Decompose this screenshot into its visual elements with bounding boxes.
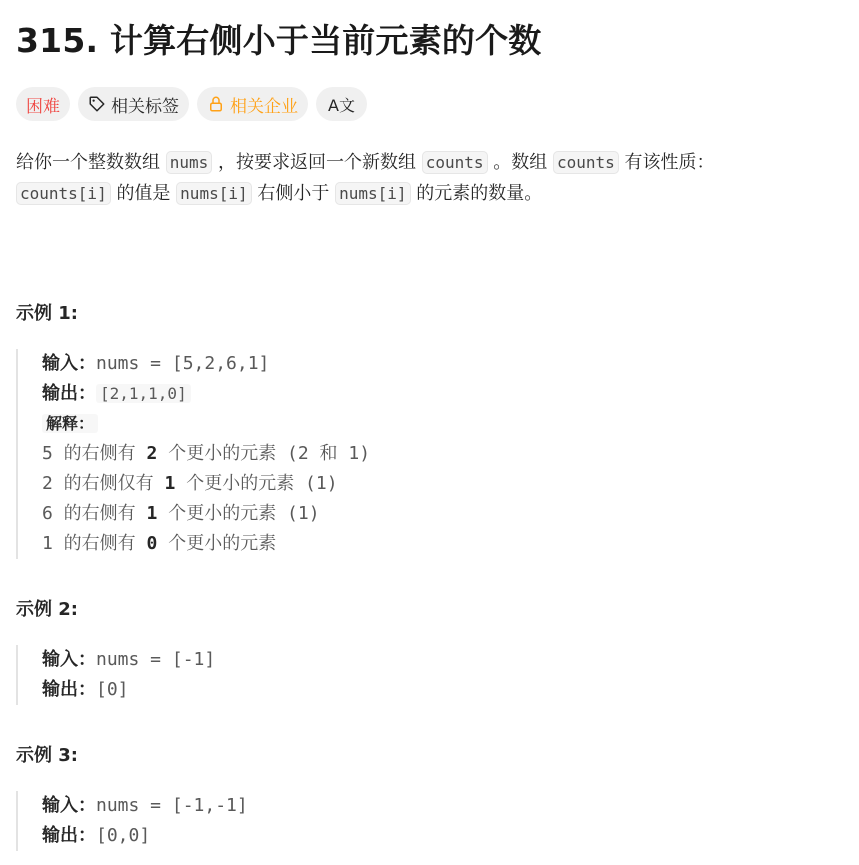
desc-text: 有该性质： bbox=[624, 152, 715, 173]
input-label: 输入： bbox=[42, 795, 96, 816]
code-counts: counts bbox=[422, 151, 488, 174]
input-value: nums = [-1] bbox=[96, 649, 216, 670]
related-companies-label: 相关企业 bbox=[230, 96, 298, 117]
desc-text: 。数组 bbox=[493, 152, 548, 173]
related-topics-label: 相关标签 bbox=[111, 96, 179, 117]
example-3-title: 示例 3: bbox=[16, 745, 78, 766]
explanation-count: 0 bbox=[146, 533, 158, 554]
example-2-block bbox=[16, 645, 843, 705]
code-counts-i: counts[i] bbox=[16, 182, 111, 205]
example-input-line bbox=[42, 791, 843, 821]
explanation-line bbox=[42, 499, 843, 529]
explanation-text: 2 的右侧仅有 bbox=[42, 473, 165, 494]
problem-title[interactable]: 315. 计算右侧小于当前元素的个数 bbox=[16, 21, 542, 60]
explanation-text: 个更小的元素 (1) bbox=[157, 503, 320, 524]
explanation-count: 1 bbox=[164, 473, 176, 494]
difficulty-label: 困难 bbox=[26, 96, 60, 117]
explanation-text: 1 的右侧有 bbox=[42, 533, 147, 554]
example-1-block bbox=[16, 349, 843, 559]
translate-button[interactable] bbox=[316, 87, 367, 121]
explanation-line bbox=[42, 439, 843, 469]
output-value: [2,1,1,0] bbox=[96, 384, 191, 403]
desc-text: 给你一个整数数组 bbox=[16, 152, 160, 173]
explanation-text: 6 的右侧有 bbox=[42, 503, 147, 524]
output-value: [0,0] bbox=[96, 825, 151, 846]
explanation-count: 2 bbox=[146, 443, 158, 464]
example-1-title: 示例 1: bbox=[16, 303, 78, 324]
input-label: 输入： bbox=[42, 353, 96, 374]
desc-text: 的值是 bbox=[116, 183, 171, 204]
lock-icon bbox=[207, 95, 225, 113]
input-label: 输入： bbox=[42, 649, 96, 670]
tag-icon bbox=[88, 95, 106, 113]
example-explanation-label-line bbox=[42, 409, 843, 439]
related-companies-button[interactable] bbox=[197, 87, 308, 121]
output-label: 输出： bbox=[42, 679, 96, 700]
explanation-label: 解释： bbox=[42, 414, 98, 433]
code-nums-i: nums[i] bbox=[176, 182, 251, 205]
desc-text: ，按要求返回一个新数组 bbox=[218, 152, 416, 173]
example-output-line bbox=[42, 675, 843, 705]
example-2-title: 示例 2: bbox=[16, 599, 78, 620]
input-value: nums = [5,2,6,1] bbox=[96, 353, 270, 374]
desc-text: 右侧小于 bbox=[257, 183, 330, 204]
explanation-count: 1 bbox=[146, 503, 158, 524]
explanation-line bbox=[42, 469, 843, 499]
code-counts: counts bbox=[553, 151, 619, 174]
example-3-block bbox=[16, 791, 843, 851]
output-label: 输出： bbox=[42, 383, 96, 404]
difficulty-badge[interactable] bbox=[16, 87, 70, 121]
explanation-line bbox=[42, 529, 843, 559]
input-value: nums = [-1,-1] bbox=[96, 795, 248, 816]
output-label: 输出： bbox=[42, 825, 96, 846]
explanation-text: 个更小的元素 (1) bbox=[175, 473, 338, 494]
desc-text: 的元素的数量。 bbox=[416, 183, 543, 204]
explanation-text: 5 的右侧有 bbox=[42, 443, 147, 464]
explanation-text: 个更小的元素 (2 和 1) bbox=[157, 443, 371, 464]
code-nums-i: nums[i] bbox=[335, 182, 410, 205]
example-output-line bbox=[42, 821, 843, 851]
example-output-line bbox=[42, 379, 843, 409]
tag-bar bbox=[16, 87, 843, 121]
translate-icon: A文 bbox=[328, 95, 355, 115]
related-topics-button[interactable] bbox=[78, 87, 189, 121]
code-nums: nums bbox=[166, 151, 213, 174]
problem-description bbox=[16, 147, 843, 209]
explanation-text: 个更小的元素 bbox=[157, 533, 277, 554]
example-input-line bbox=[42, 645, 843, 675]
output-value: [0] bbox=[96, 679, 129, 700]
example-input-line bbox=[42, 349, 843, 379]
